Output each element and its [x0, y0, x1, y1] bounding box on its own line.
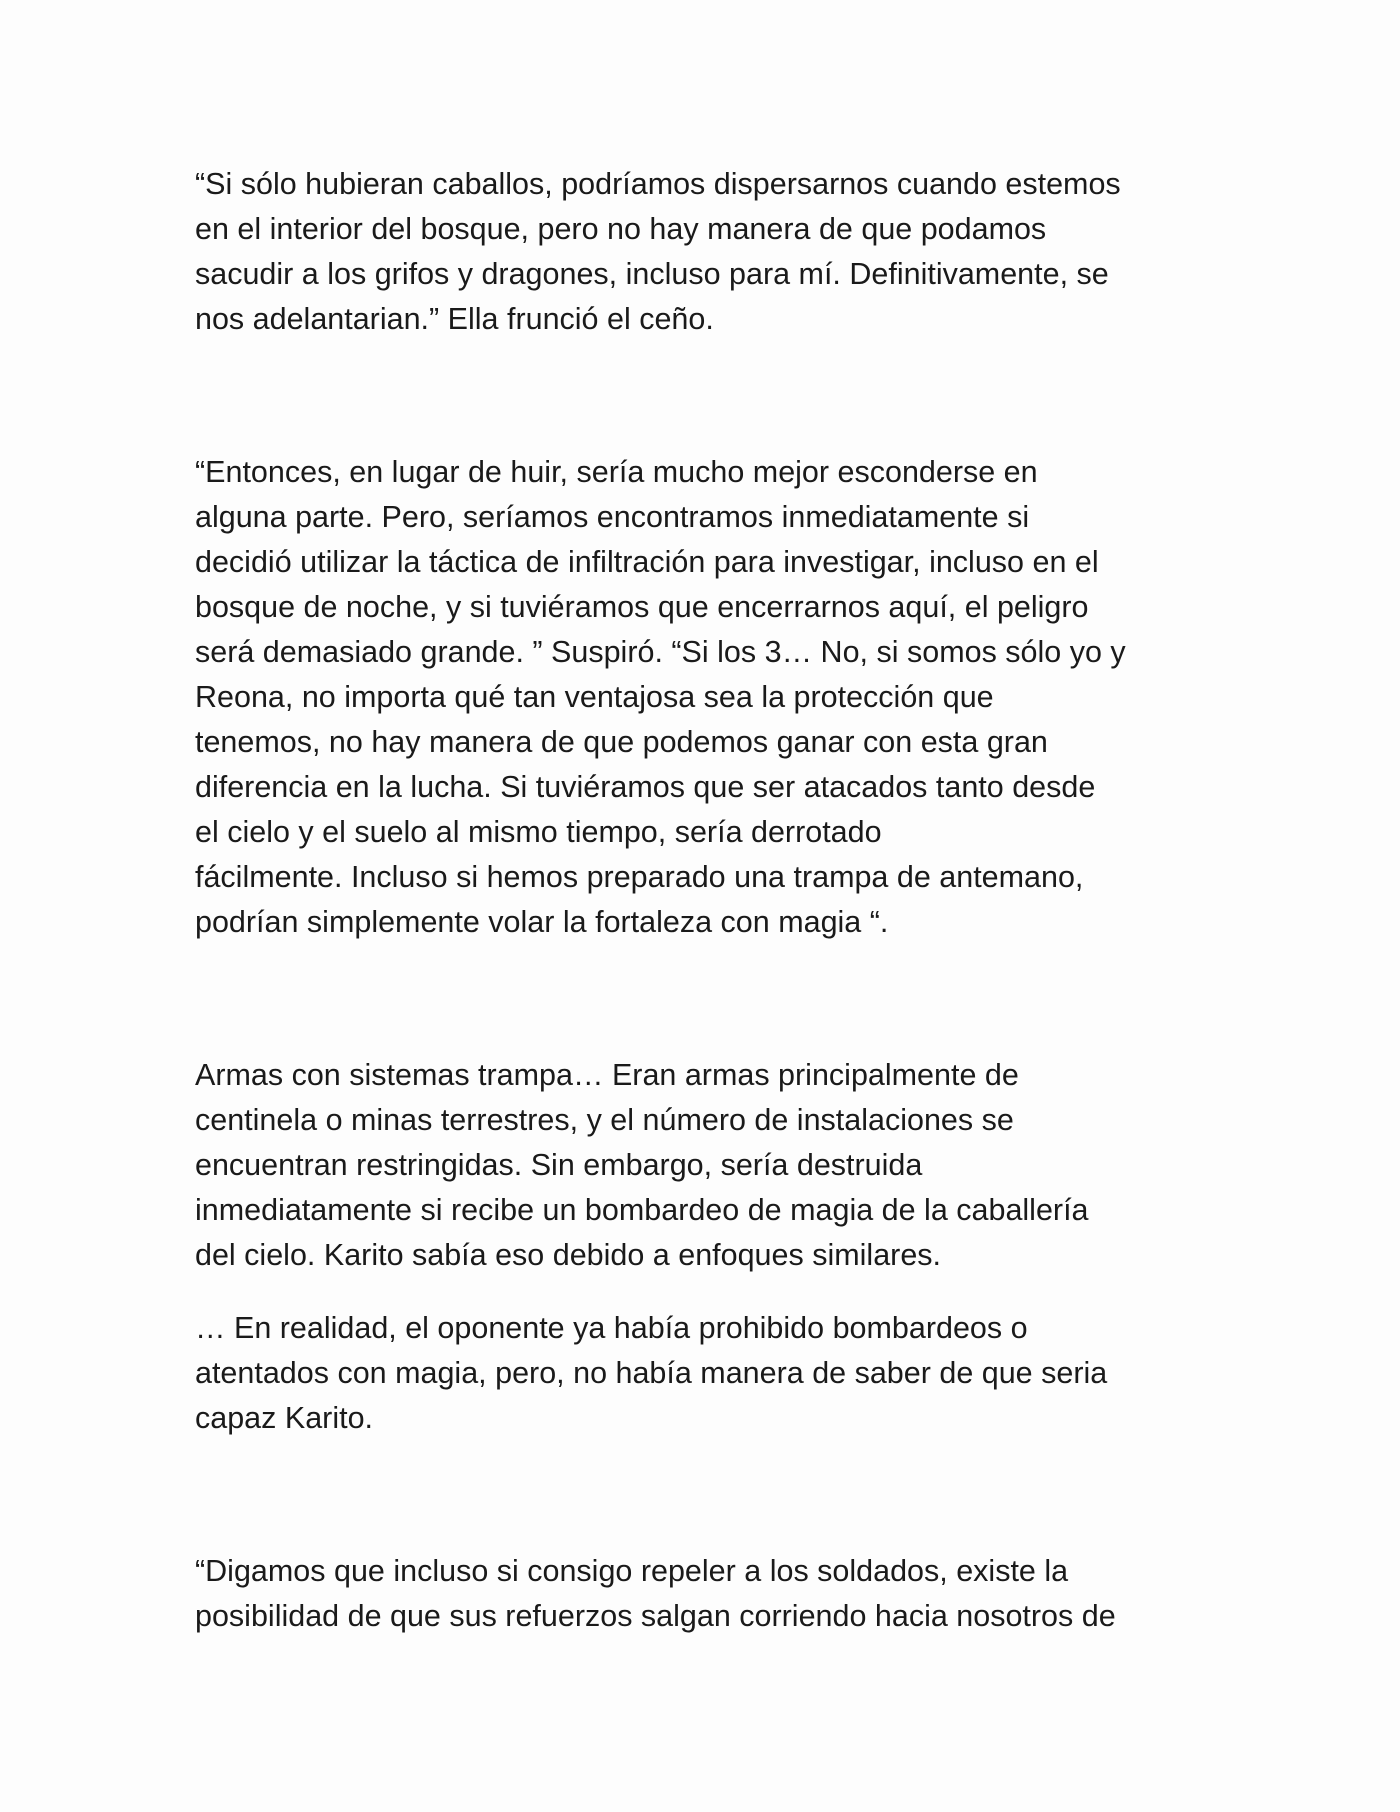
paragraph-spacer [195, 1278, 1215, 1306]
document-text-body [195, 162, 1215, 1639]
paragraph-spacer [195, 342, 1215, 450]
paragraph-spacer [195, 945, 1215, 1053]
text-line: capaz Karito. [195, 1401, 374, 1435]
text-line: será demasiado grande. ” Suspiró. “Si los 3… No, si somos sólo yo y [195, 635, 1126, 669]
text-line: “Digamos que incluso si consigo repeler a los soldados, existe la [195, 1554, 1069, 1588]
text-line: sacudir a los grifos y dragones, incluso para mí. Definitivamente, se [195, 257, 1109, 291]
text-line: tenemos, no hay manera de que podemos ganar con esta gran [195, 725, 1048, 759]
text-line: nos adelantarian.” Ella frunció el ceño. [195, 302, 714, 336]
paragraph-3 [195, 1053, 1215, 1278]
paragraph-4 [195, 1306, 1215, 1441]
text-line: Armas con sistemas trampa… Eran armas principalmente de [195, 1058, 1019, 1092]
text-line: en el interior del bosque, pero no hay manera de que podamos [195, 212, 1047, 246]
text-line: podrían simplemente volar la fortaleza con magia “. [195, 905, 889, 939]
text-line: “Entonces, en lugar de huir, sería mucho mejor esconderse en [195, 455, 1038, 489]
text-line: atentados con magia, pero, no había manera de saber de que seria [195, 1356, 1108, 1390]
text-line: el cielo y el suelo al mismo tiempo, sería derrotado [195, 815, 882, 849]
text-line: encuentran restringidas. Sin embargo, sería destruida [195, 1148, 923, 1182]
paragraph-spacer [195, 1441, 1215, 1549]
text-line: fácilmente. Incluso si hemos preparado una trampa de antemano, [195, 860, 1084, 894]
text-line: alguna parte. Pero, seríamos encontramos inmediatamente si [195, 500, 1030, 534]
text-line: … En realidad, el oponente ya había prohibido bombardeos o [195, 1311, 1028, 1345]
text-line: posibilidad de que sus refuerzos salgan corriendo hacia nosotros de [195, 1599, 1116, 1633]
paragraph-5 [195, 1549, 1215, 1639]
text-line: decidió utilizar la táctica de infiltración para investigar, incluso en el [195, 545, 1099, 579]
paragraph-1 [195, 162, 1215, 342]
paragraph-2 [195, 450, 1215, 945]
text-line: “Si sólo hubieran caballos, podríamos dispersarnos cuando estemos [195, 167, 1121, 201]
text-line: bosque de noche, y si tuviéramos que encerrarnos aquí, el peligro [195, 590, 1089, 624]
text-line: diferencia en la lucha. Si tuviéramos que ser atacados tanto desde [195, 770, 1096, 804]
text-line: centinela o minas terrestres, y el número de instalaciones se [195, 1103, 1014, 1137]
text-line: Reona, no importa qué tan ventajosa sea la protección que [195, 680, 994, 714]
text-line: inmediatamente si recibe un bombardeo de magia de la caballería [195, 1193, 1089, 1227]
text-line: del cielo. Karito sabía eso debido a enfoques similares. [195, 1238, 941, 1272]
